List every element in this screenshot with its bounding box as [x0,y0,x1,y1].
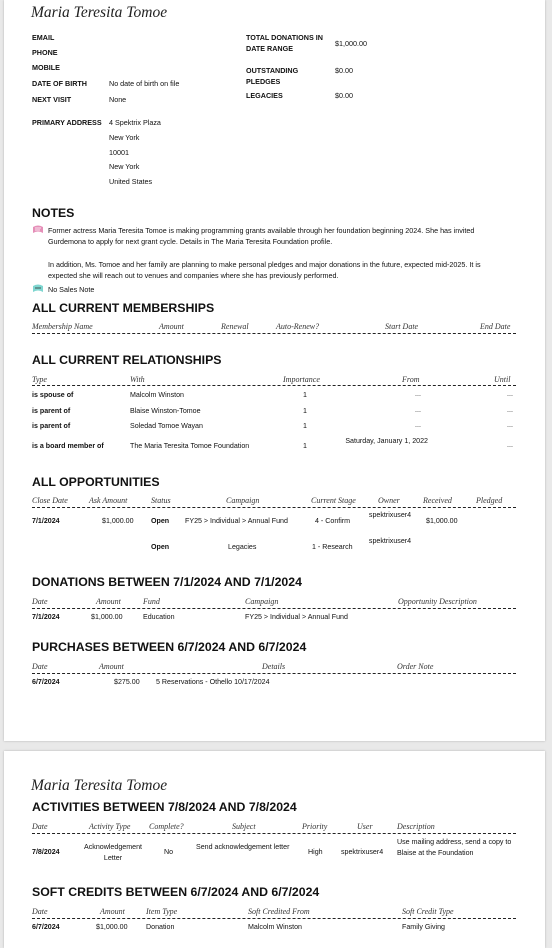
note-icon [32,225,44,234]
mobile-label: MOBILE [32,63,60,72]
activity-complete: No [164,848,174,856]
col-header: Status [151,496,171,505]
dob-label: DATE OF BIRTH [32,79,87,88]
rel-importance: 1 [303,422,307,430]
outstanding-value: $0.00 [335,66,353,75]
donations-title: DONATIONS BETWEEN 7/1/2024 AND 7/1/2024 [32,575,302,589]
opp-stage: 4 - Confirm [315,517,351,525]
col-header: Amount [99,662,124,671]
notes-title: NOTES [32,206,75,220]
col-header: Priority [302,822,328,831]
legacies-value: $0.00 [335,91,353,100]
rel-from: ... [415,406,421,414]
address-line: 4 Spektrix Plaza [109,118,161,127]
col-header: Amount [96,597,121,606]
col-header: Date [32,822,48,831]
opp-received: $1,000.00 [426,517,458,525]
activity-type: Acknowledgement Letter [84,843,142,862]
activity-subject: Send acknowledgement letter [196,843,290,851]
rel-from: Saturday, January 1, 2022 [345,437,428,445]
col-header: Soft Credited From [248,907,310,916]
purchases-title: PURCHASES BETWEEN 6/7/2024 AND 6/7/2024 [32,640,307,654]
col-header: From [402,375,420,384]
activity-description: Use mailing address, send a copy to Blaise at the Foundation [397,838,512,857]
col-header: Description [397,822,435,831]
rel-type: is spouse of [32,391,74,399]
rel-type: is parent of [32,422,71,430]
col-header: Soft Credit Type [402,907,454,916]
constituent-name: Maria Teresita Tomoe [31,4,168,21]
col-header: Campaign [226,496,260,505]
col-header: Current Stage [311,496,356,505]
opp-owner: spektrixuser4 [368,511,412,519]
opp-stage: 1 - Research [312,543,353,551]
activity-user: spektrixuser4 [341,848,384,856]
constituent-name: Maria Teresita Tomoe [31,777,168,794]
col-header: User [357,822,373,831]
email-label: EMAIL [32,33,55,42]
header-divider [32,507,516,508]
col-header: Membership Name [32,322,93,331]
purchase-date: 6/7/2024 [32,678,60,686]
col-header: With [130,375,145,384]
col-header: Amount [159,322,184,331]
col-header: Item Type [146,907,178,916]
total-donations-label: TOTAL DONATIONS IN [246,33,323,42]
date-range-label: DATE RANGE [246,44,293,53]
col-header: Received [423,496,452,505]
relationships-title: ALL CURRENT RELATIONSHIPS [32,353,222,367]
opp-ask-amount: $1,000.00 [102,517,134,525]
sales-note-text: No Sales Note [48,285,95,294]
header-divider [32,333,516,334]
soft-credit-from: Malcolm Winston [248,923,303,931]
address-line: New York [109,162,140,171]
address-line: New York [109,133,140,142]
col-header: Renewal [221,322,249,331]
activity-date: 7/8/2024 [32,848,60,856]
rel-from: ... [415,421,421,429]
rel-with: The Maria Teresita Tomoe Foundation [130,442,250,450]
donation-date: 7/1/2024 [32,613,60,621]
rel-until: ... [507,441,513,449]
col-header: Complete? [149,822,184,831]
opp-campaign: Legacies [228,543,257,551]
col-header: Date [32,907,48,916]
col-header: Activity Type [89,822,131,831]
donation-amount: $1,000.00 [91,613,123,621]
col-header: Subject [232,822,256,831]
soft-credits-title: SOFT CREDITS BETWEEN 6/7/2024 AND 6/7/2024 [32,885,320,899]
col-header: Opportunity Description [398,597,477,606]
rel-importance: 1 [303,407,307,415]
rel-type: is a board member of [32,442,104,450]
next-visit-label: NEXT VISIT [32,95,72,104]
soft-credit-date: 6/7/2024 [32,923,60,931]
col-header: Date [32,597,48,606]
address-line: 10001 [109,148,129,157]
col-header: Pledged [476,496,503,505]
opp-status: Open [151,517,170,525]
report-page-2 [4,751,545,948]
col-header: Owner [378,496,400,505]
col-header: Until [494,375,511,384]
header-divider [32,833,516,834]
header-divider [32,608,516,609]
rel-from: ... [415,390,421,398]
col-header: Date [32,662,48,671]
opp-status: Open [151,543,170,551]
rel-importance: 1 [303,391,307,399]
col-header: Auto-Renew? [276,322,320,331]
dob-value: No date of birth on file [109,79,180,88]
soft-credit-item-type: Donation [146,923,175,931]
soft-credit-type: Family Giving [402,923,445,931]
total-donations-value: $1,000.00 [335,39,367,48]
opportunities-title: ALL OPPORTUNITIES [32,475,160,489]
donation-fund: Education [143,613,175,621]
report-page-1 [4,0,545,741]
opp-campaign: FY25 > Individual > Annual Fund [185,517,288,525]
rel-until: ... [507,421,513,429]
sales-note-icon [32,284,44,293]
address-line: United States [109,177,153,186]
rel-until: ... [507,390,513,398]
phone-label: PHONE [32,48,58,57]
opp-owner: spektrixuser4 [368,537,412,545]
activities-title: ACTIVITIES BETWEEN 7/8/2024 AND 7/8/2024 [32,800,297,814]
rel-with: Malcolm Winston [130,391,185,399]
col-header: Order Note [397,662,434,671]
col-header: Type [32,375,47,384]
note-text: In addition, Ms. Tomoe and her family are planning to make personal pledges and major donations in the future, expected mid-2025. It is expected she will reach out to venues and companies where she has previously performed. [48,260,481,280]
rel-with: Blaise Winston-Tomoe [130,407,201,415]
col-header: End Date [480,322,511,331]
col-header: Close Date [32,496,68,505]
rel-with: Soledad Tomoe Wayan [130,422,203,430]
opp-close-date: 7/1/2024 [32,517,60,525]
col-header: Start Date [385,322,419,331]
header-divider [32,673,516,674]
col-header: Campaign [245,597,279,606]
donation-campaign: FY25 > Individual > Annual Fund [245,613,348,621]
rel-importance: 1 [303,442,307,450]
address-label: PRIMARY ADDRESS [32,118,102,127]
header-divider [32,918,516,919]
next-visit-value: None [109,95,127,104]
note-text: Former actress Maria Teresita Tomoe is making programming grants available through her foundation beginning 2024. She has invited Gurdemona to apply for next grant cycle. Details in The Maria Teresita Foundation profile. [48,226,475,246]
pledges-label: PLEDGES [246,77,281,86]
legacies-label: LEGACIES [246,91,283,100]
col-header: Importance [283,375,320,384]
col-header: Amount [100,907,125,916]
outstanding-label: OUTSTANDING [246,66,299,75]
rel-type: is parent of [32,407,71,415]
purchase-details: 5 Reservations - Othello 10/17/2024 [156,678,270,686]
col-header: Fund [143,597,160,606]
purchase-amount: $275.00 [114,678,140,686]
col-header: Ask Amount [89,496,128,505]
memberships-title: ALL CURRENT MEMBERSHIPS [32,301,215,315]
soft-credit-amount: $1,000.00 [96,923,128,931]
activity-priority: High [308,848,323,856]
header-divider [32,385,516,386]
col-header: Details [262,662,286,671]
rel-until: ... [507,406,513,414]
